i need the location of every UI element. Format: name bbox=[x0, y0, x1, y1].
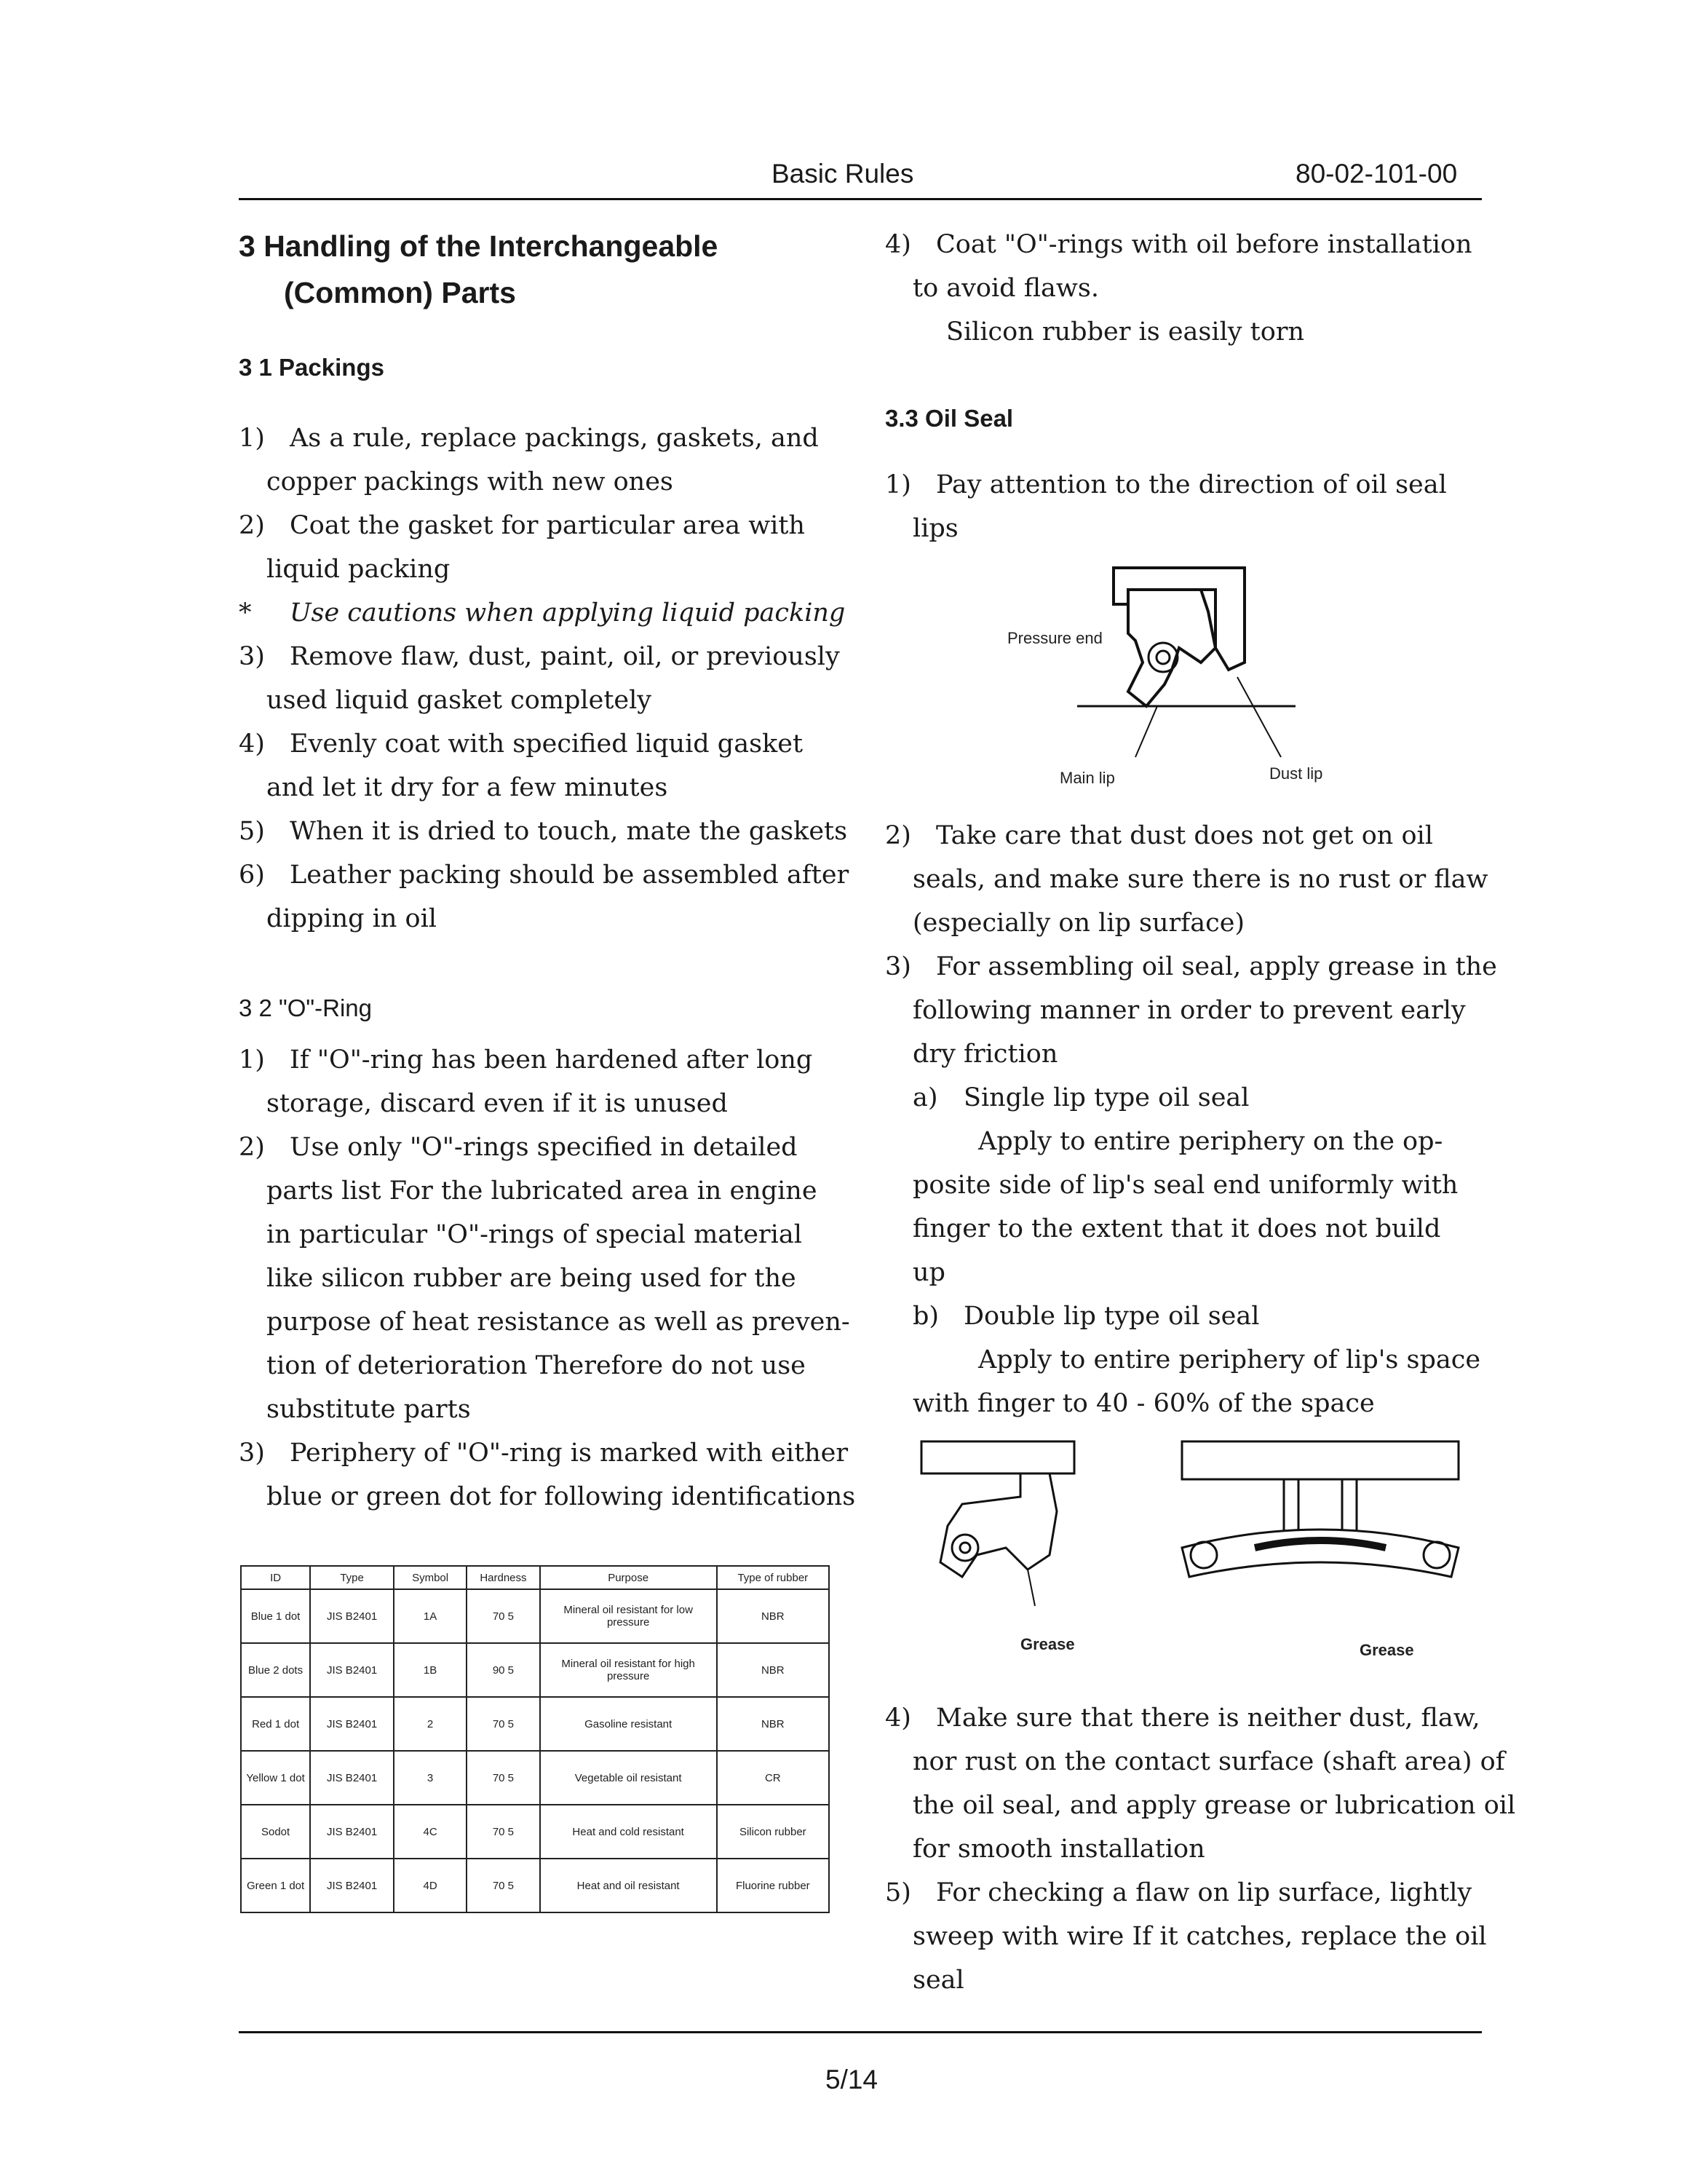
list-item: 2) Use only "O"-rings specified in detailed parts list For the lubricated area in engine in particular "O"-rings of special material like silicon rubber are being used for the purpose of heat resistance as well as preven- tion of deterioration Therefore do not use substitute parts bbox=[239, 1133, 850, 1424]
table-header-row bbox=[241, 1566, 829, 1589]
oil-seal-items-4-5: 4) Make sure that there is neither dust, flaw, nor rust on the contact surface (shaft area) of the oil seal, and apply grease or lubrication oil for smooth installation 5) For checking a flaw on lip surface, lightly sweep with wire If it catches, replace the oil seal bbox=[885, 1704, 1516, 1995]
list-item: * Use cautions when applying liquid packing bbox=[239, 598, 846, 628]
table-row: Blue 1 dot JIS B2401 1A 70 5 Mineral oil resistant for low pressure NBR bbox=[241, 1589, 829, 1643]
list-item: 1) If "O"-ring has been hardened after long storage, discard even if it is unused bbox=[239, 1045, 813, 1118]
header-rule bbox=[239, 198, 1482, 200]
section-title: 3 Handling of the Interchangeable (Common) Parts bbox=[239, 229, 718, 309]
oring-table bbox=[240, 1565, 830, 1913]
column-header: Symbol bbox=[394, 1566, 467, 1589]
header-title: Basic Rules bbox=[771, 159, 914, 189]
table-row: Sodot JIS B2401 4C 70 5 Heat and cold resistant Silicon rubber bbox=[241, 1805, 829, 1859]
packings-list bbox=[239, 416, 849, 941]
table-row: Yellow 1 dot JIS B2401 3 70 5 Vegetable oil resistant CR bbox=[241, 1751, 829, 1805]
list-item: 3) Periphery of "O"-ring is marked with either blue or green dot for following identifications bbox=[239, 1439, 856, 1511]
grease-label-left: Grease bbox=[1020, 1635, 1075, 1653]
column-header: ID bbox=[241, 1566, 310, 1589]
table-row: Red 1 dot JIS B2401 2 70 5 Gasoline resistant NBR bbox=[241, 1697, 829, 1751]
silicon-note: Silicon rubber is easily torn bbox=[946, 317, 1305, 347]
main-lip-label: Main lip bbox=[1060, 769, 1115, 787]
table-row: Blue 2 dots JIS B2401 1B 90 5 Mineral oil resistant for high pressure NBR bbox=[241, 1643, 829, 1697]
table-row: Green 1 dot JIS B2401 4D 70 5 Heat and oil resistant Fluorine rubber bbox=[241, 1859, 829, 1912]
column-header: Type of rubber bbox=[717, 1566, 829, 1589]
packings-heading: 3 1 Packings bbox=[239, 354, 384, 381]
oil-seal-heading: 3.3 Oil Seal bbox=[885, 405, 1014, 432]
oil-seal-items-2-3: 2) Take care that dust does not get on oil seals, and make sure there is no rust or flaw (especially on lip surface) 3) For assembling oil seal, apply grease in the following manner in order to prevent early dry friction a) Single lip type oil seal Apply to entire periphery on the op- posite side of lip's seal end uniformly with finger to the extent that it does not build up b) Double lip type oil seal Apply to entire periphery of lip's space with finger to 40 - 60% of the space bbox=[885, 821, 1497, 1418]
single-lip-grease-diagram bbox=[919, 1439, 1086, 1621]
pressure-end-label: Pressure end bbox=[1007, 629, 1103, 647]
dust-lip-label: Dust lip bbox=[1269, 764, 1323, 783]
oring-list bbox=[239, 1038, 855, 1519]
page-number: 5/14 bbox=[825, 2065, 878, 2094]
list-item: 2) Coat the gasket for particular area with liquid packing bbox=[239, 511, 805, 584]
footer-rule bbox=[239, 2031, 1482, 2033]
list-item: 3) Remove flaw, dust, paint, oil, or previously used liquid gasket completely bbox=[239, 642, 840, 715]
doc-number: 80-02-101-00 bbox=[1296, 159, 1458, 189]
list-item: 5) When it is dried to touch, mate the gaskets bbox=[239, 817, 848, 846]
list-item: 6) Leather packing should be assembled after dipping in oil bbox=[239, 860, 849, 933]
column-header: Purpose bbox=[540, 1566, 717, 1589]
oil-seal-item-1: 1) Pay attention to the direction of oil seal lips bbox=[885, 470, 1447, 543]
column-header: Hardness bbox=[467, 1566, 539, 1589]
list-item: 1) As a rule, replace packings, gaskets, and copper packings with new ones bbox=[239, 424, 819, 496]
grease-label-right: Grease bbox=[1360, 1641, 1414, 1659]
coat-oring-item: 4) Coat "O"-rings with oil before installation to avoid flaws. Silicon rubber is easily torn bbox=[885, 223, 1472, 354]
column-header: Type bbox=[310, 1566, 394, 1589]
double-lip-grease-diagram bbox=[1167, 1439, 1473, 1621]
list-item: 4) Evenly coat with specified liquid gasket and let it dry for a few minutes bbox=[239, 729, 804, 802]
oring-heading: 3 2 "O"-Ring bbox=[239, 994, 372, 1021]
